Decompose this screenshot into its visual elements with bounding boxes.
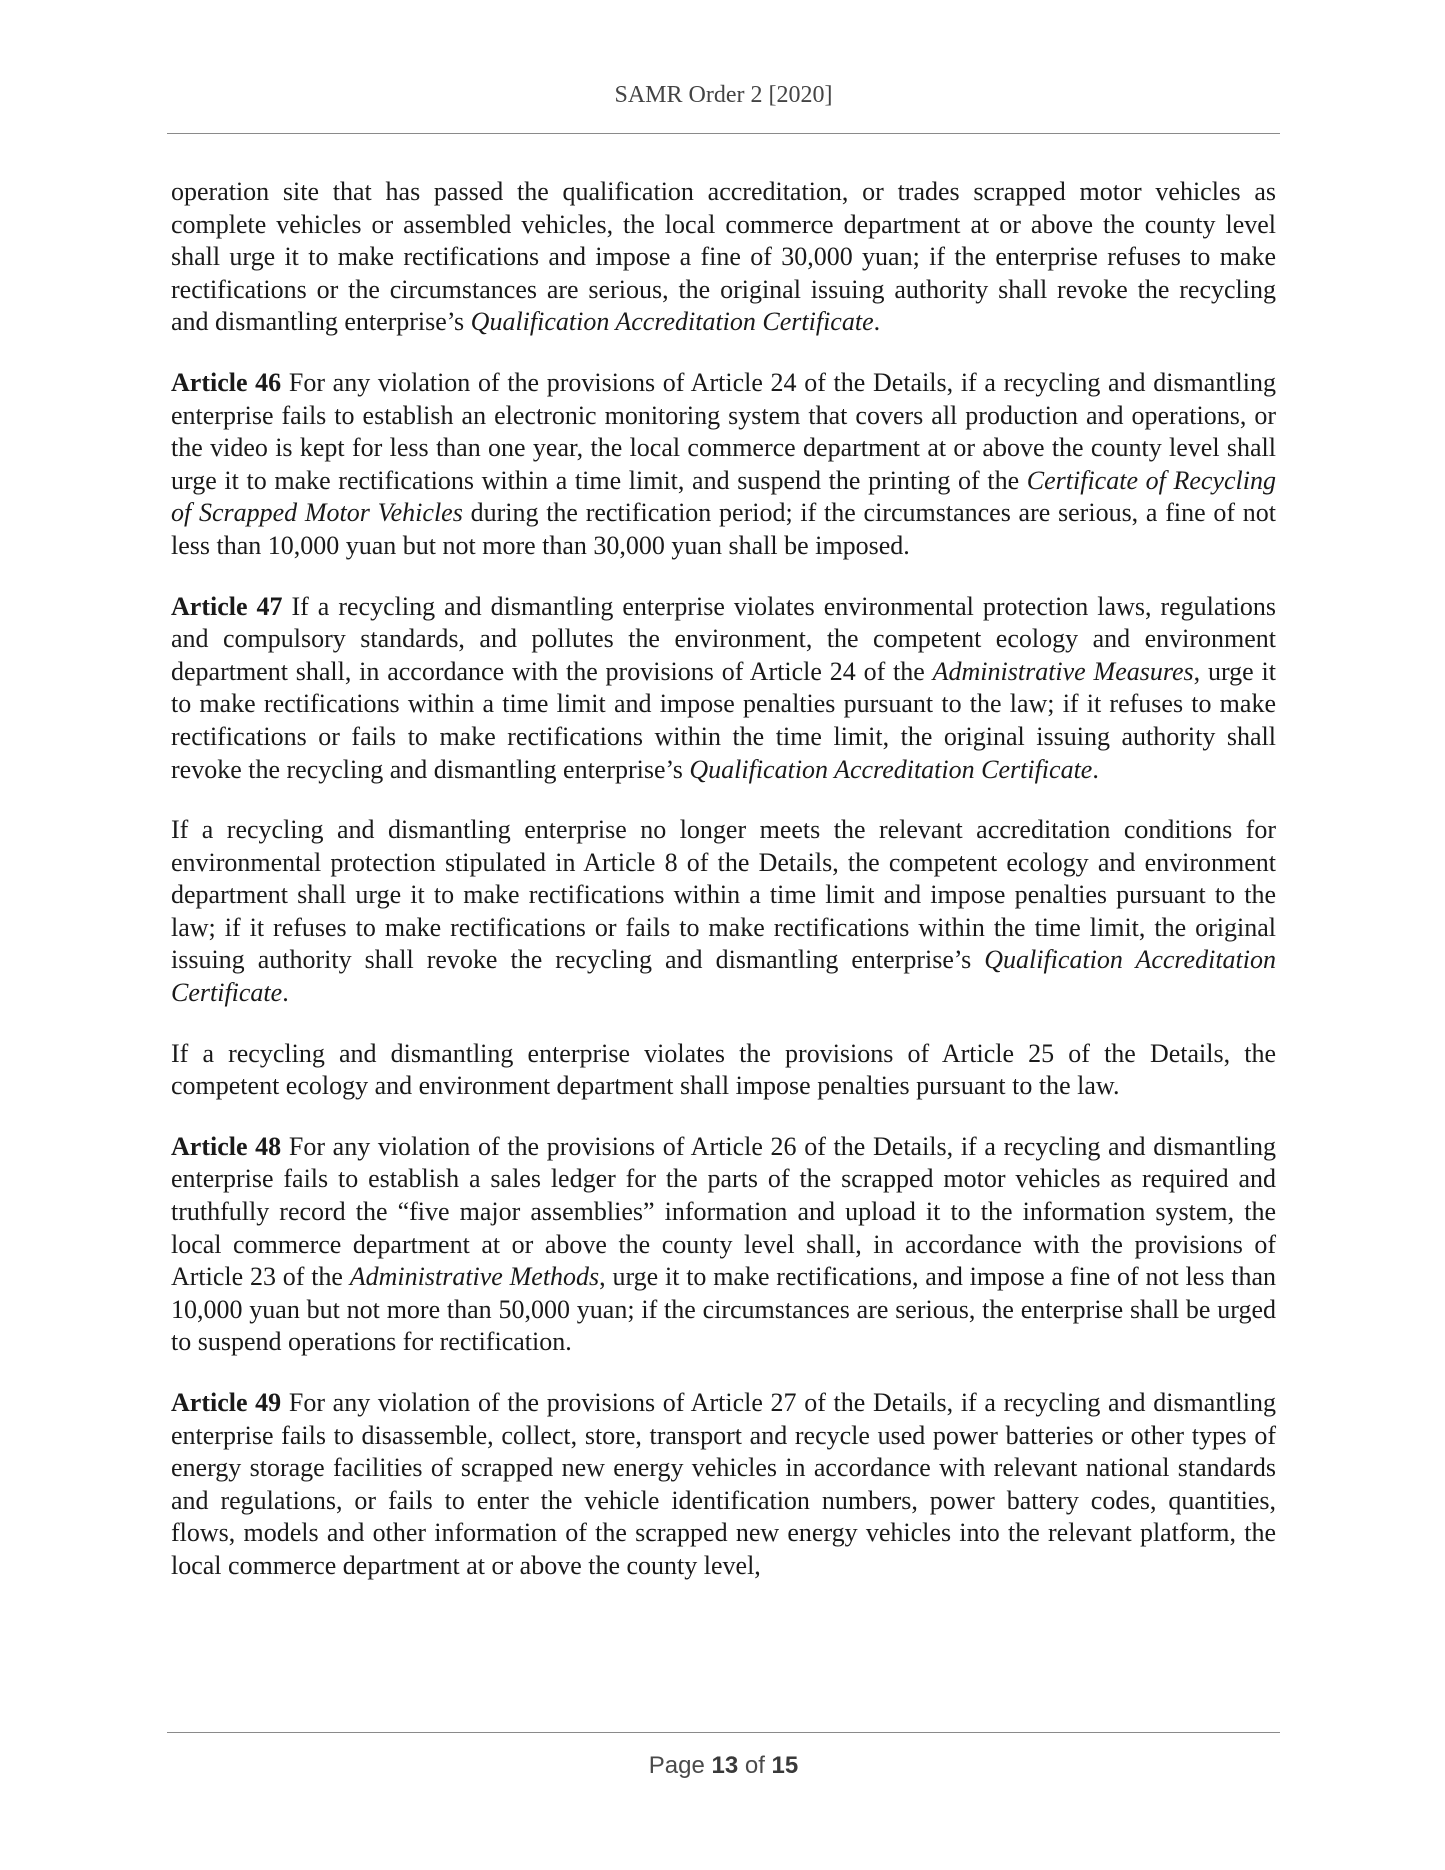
paragraph-text: If a recycling and dismantling enterprise violates environmental protection laws, regulations and compulsory standards, and pollutes the environment, the competent ecology and environment department shall, in accordance with the provisions of Article 24 of the (171, 591, 1276, 686)
document-body (171, 176, 1276, 1611)
page-of: of (738, 1752, 772, 1779)
article-46 (171, 367, 1276, 563)
paragraph-text: . (282, 978, 289, 1008)
paragraph-text: For any violation of the provisions of Article 24 of the Details, if a recycling and dismantling enterprise fails to establish an electronic monitoring system that covers all production and operations, or the video is kept for less than one year, the local commerce department at or above the county level shall urge it to make rectifications within a time limit, and suspend the printing of the (171, 367, 1276, 495)
paragraph-text: If a recycling and dismantling enterprise no longer meets the relevant accreditation conditions for environmental protection stipulated in Article 8 of the Details, the competent ecology and environment department shall urge it to make rectifications within a time limit and impose penalties pursuant to the law; if it refuses to make rectifications or fails to make rectifications within the time limit, the original issuing authority shall revoke the recycling and dismantling enterprise’s (171, 815, 1276, 975)
article-48 (171, 1131, 1276, 1359)
article-label: Article 49 (171, 1388, 282, 1417)
current-page: 13 (711, 1752, 739, 1779)
article-47-paragraph-2 (171, 814, 1276, 1010)
article-49 (171, 1387, 1276, 1583)
page-prefix: Page (648, 1752, 712, 1779)
paragraph-text: If a recycling and dismantling enterprise violates the provisions of Article 25 of the Details, the competent ecology and environment department shall impose penalties pursuant to the law. (171, 1038, 1276, 1101)
paragraph-text: . (873, 307, 881, 337)
paragraph-continuation (171, 176, 1276, 339)
paragraph-text: . (1092, 754, 1099, 784)
running-header: SAMR Order 2 [2020] (614, 82, 833, 108)
article-label: Article 48 (171, 1131, 282, 1161)
italic-document-title: Qualification Accreditation Certificate (689, 754, 1093, 784)
header-rule (167, 133, 1280, 134)
article-47 (171, 591, 1276, 787)
footer-rule (167, 1732, 1280, 1733)
italic-document-title: Qualification Accreditation Certificate (171, 945, 1276, 1008)
paragraph-text: , urge it to make rectifications within a time limit and impose penalties pursuant to the law; if it refuses to make rectifications or fails to make rectifications within the time limit, the original issuing authority shall revoke the recycling and dismantling enterprise’s (171, 656, 1276, 784)
italic-document-title: Administrative Measures (932, 656, 1194, 686)
article-label: Article 47 (171, 591, 283, 621)
article-47-paragraph-3 (171, 1038, 1276, 1103)
paragraph-text: For any violation of the provisions of Article 26 of the Details, if a recycling and dismantling enterprise fails to establish a sales ledger for the parts of the scrapped motor vehicles as required and truthfully record the “five major assemblies” information and upload it to the information system, the local commerce department at or above the county level shall, in accordance with the provisions of Article 23 of the (171, 1131, 1276, 1292)
paragraph-text: during the rectification period; if the circumstances are serious, a fine of not less than 10,000 yuan but not more than 30,000 yuan shall be imposed. (171, 498, 1276, 560)
paragraph-text: For any violation of the provisions of Article 27 of the Details, if a recycling and dismantling enterprise fails to disassemble, collect, store, transport and recycle used power batteries or other types of energy storage facilities of scrapped new energy vehicles in accordance with relevant national standards and regulations, or fails to enter the vehicle identification numbers, power battery codes, quantities, flows, models and other information of the scrapped new energy vehicles into the relevant platform, the local commerce department at or above the county level, (171, 1388, 1276, 1580)
total-pages: 15 (771, 1752, 799, 1779)
italic-document-title: Qualification Accreditation Certificate (470, 307, 874, 337)
paragraph-text: , urge it to make rectifications, and impose a fine of not less than 10,000 yuan but not more than 50,000 yuan; if the circumstances are serious, the enterprise shall be urged to suspend operations for rectification. (171, 1262, 1277, 1357)
article-label: Article 46 (171, 367, 282, 397)
italic-document-title: Certificate of Recycling of Scrapped Motor Vehicles (171, 465, 1276, 528)
page-number (167, 1752, 1280, 1780)
paragraph-text: operation site that has passed the qualification accreditation, or trades scrapped motor vehicles as complete vehicles or assembled vehicles, the local commerce department at or above the county level shall urge it to make rectifications and impose a fine of 30,000 yuan; if the enterprise refuses to make rectifications or the circumstances are serious, the original issuing authority shall revoke the recycling and dismantling enterprise’s (171, 177, 1276, 337)
italic-document-title: Administrative Methods (349, 1262, 600, 1292)
